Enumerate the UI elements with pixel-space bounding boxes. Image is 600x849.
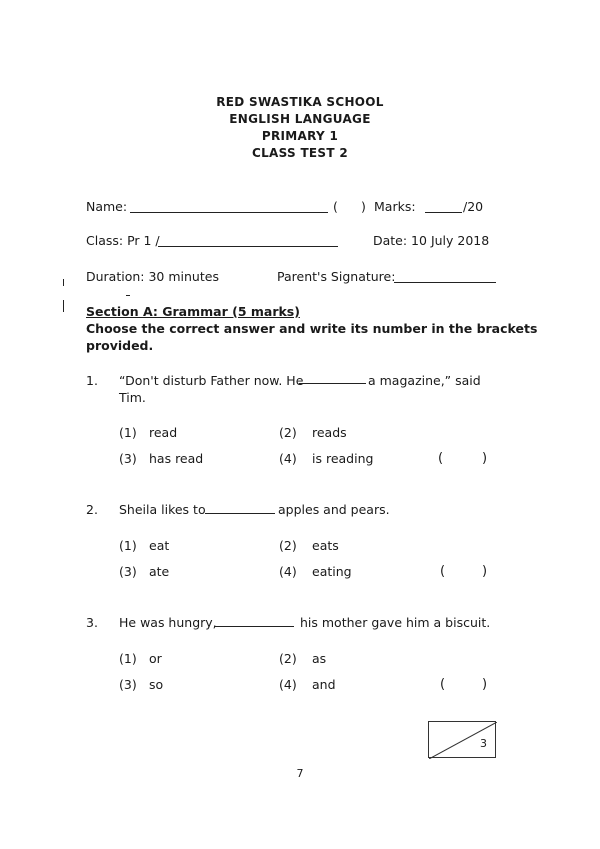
option-number: (2): [279, 538, 297, 553]
duration-label: Duration: 30 minutes: [86, 269, 219, 284]
option-text: reads: [312, 425, 347, 440]
subject-title: ENGLISH LANGUAGE: [229, 112, 371, 126]
option-text: read: [149, 425, 178, 440]
question-text: a magazine,” said: [368, 373, 481, 388]
option-text: ate: [149, 564, 170, 579]
question-number: 3.: [86, 615, 98, 630]
option-text: is reading: [312, 451, 374, 466]
section-instruction: Choose the correct answer and write its number in the brackets: [86, 321, 538, 336]
option-number: (1): [119, 538, 137, 553]
answer-bracket-close: ): [482, 677, 488, 692]
date-label: Date: 10 July 2018: [373, 233, 490, 248]
signature-field[interactable]: [394, 282, 496, 283]
answer-bracket-close: ): [482, 451, 488, 466]
option-text: so: [149, 677, 164, 692]
register-paren-open: (: [333, 199, 338, 214]
school-name: RED SWASTIKA SCHOOL: [216, 95, 384, 109]
option-number: (2): [279, 425, 297, 440]
class-label: Class: Pr 1 /: [86, 233, 160, 248]
marks-field[interactable]: [425, 212, 462, 213]
question-number: 2.: [86, 502, 98, 517]
question-text: “Don't disturb Father now. He: [119, 373, 304, 388]
answer-bracket-open: (: [440, 677, 446, 692]
option-text: eat: [149, 538, 170, 553]
option-number: (2): [279, 651, 297, 666]
option-text: eats: [312, 538, 339, 553]
answer-blank: [205, 513, 275, 514]
question-text: his mother gave him a biscuit.: [300, 615, 491, 630]
section-instruction: provided.: [86, 338, 154, 353]
answer-blank: [299, 383, 366, 384]
answer-blank: [214, 626, 294, 627]
question-text: apples and pears.: [278, 502, 390, 517]
register-paren-close: ): [361, 199, 366, 214]
option-number: (3): [119, 451, 137, 466]
marks-label: Marks:: [374, 199, 416, 214]
option-number: (4): [279, 677, 297, 692]
scan-mark: [63, 300, 64, 312]
option-number: (3): [119, 564, 137, 579]
question-number: 1.: [86, 373, 98, 388]
marks-total: /20: [463, 199, 484, 214]
name-label: Name:: [86, 199, 128, 214]
option-number: (3): [119, 677, 137, 692]
answer-bracket-open: (: [440, 564, 446, 579]
option-number: (4): [279, 564, 297, 579]
option-number: (4): [279, 451, 297, 466]
scan-mark: [126, 295, 130, 296]
name-field[interactable]: [130, 212, 328, 213]
test-title: CLASS TEST 2: [251, 146, 348, 160]
option-text: or: [149, 651, 162, 666]
question-text: Tim.: [119, 390, 146, 405]
option-number: (1): [119, 651, 137, 666]
page-number: 7: [296, 767, 304, 780]
option-text: and: [312, 677, 336, 692]
score-box: [428, 721, 496, 758]
question-text: Sheila likes to: [119, 502, 206, 517]
answer-bracket-open: (: [438, 451, 444, 466]
level-title: PRIMARY 1: [261, 129, 339, 143]
score-box-value: 3: [480, 737, 487, 750]
section-title: Section A: Grammar (5 marks): [86, 304, 300, 319]
scan-mark: [63, 279, 64, 286]
question-text: He was hungry,: [119, 615, 217, 630]
option-text: has read: [149, 451, 204, 466]
answer-bracket-close: ): [482, 564, 488, 579]
signature-label: Parent's Signature:: [277, 269, 396, 284]
option-number: (1): [119, 425, 137, 440]
class-field[interactable]: [158, 246, 338, 247]
option-text: as: [312, 651, 327, 666]
option-text: eating: [312, 564, 352, 579]
